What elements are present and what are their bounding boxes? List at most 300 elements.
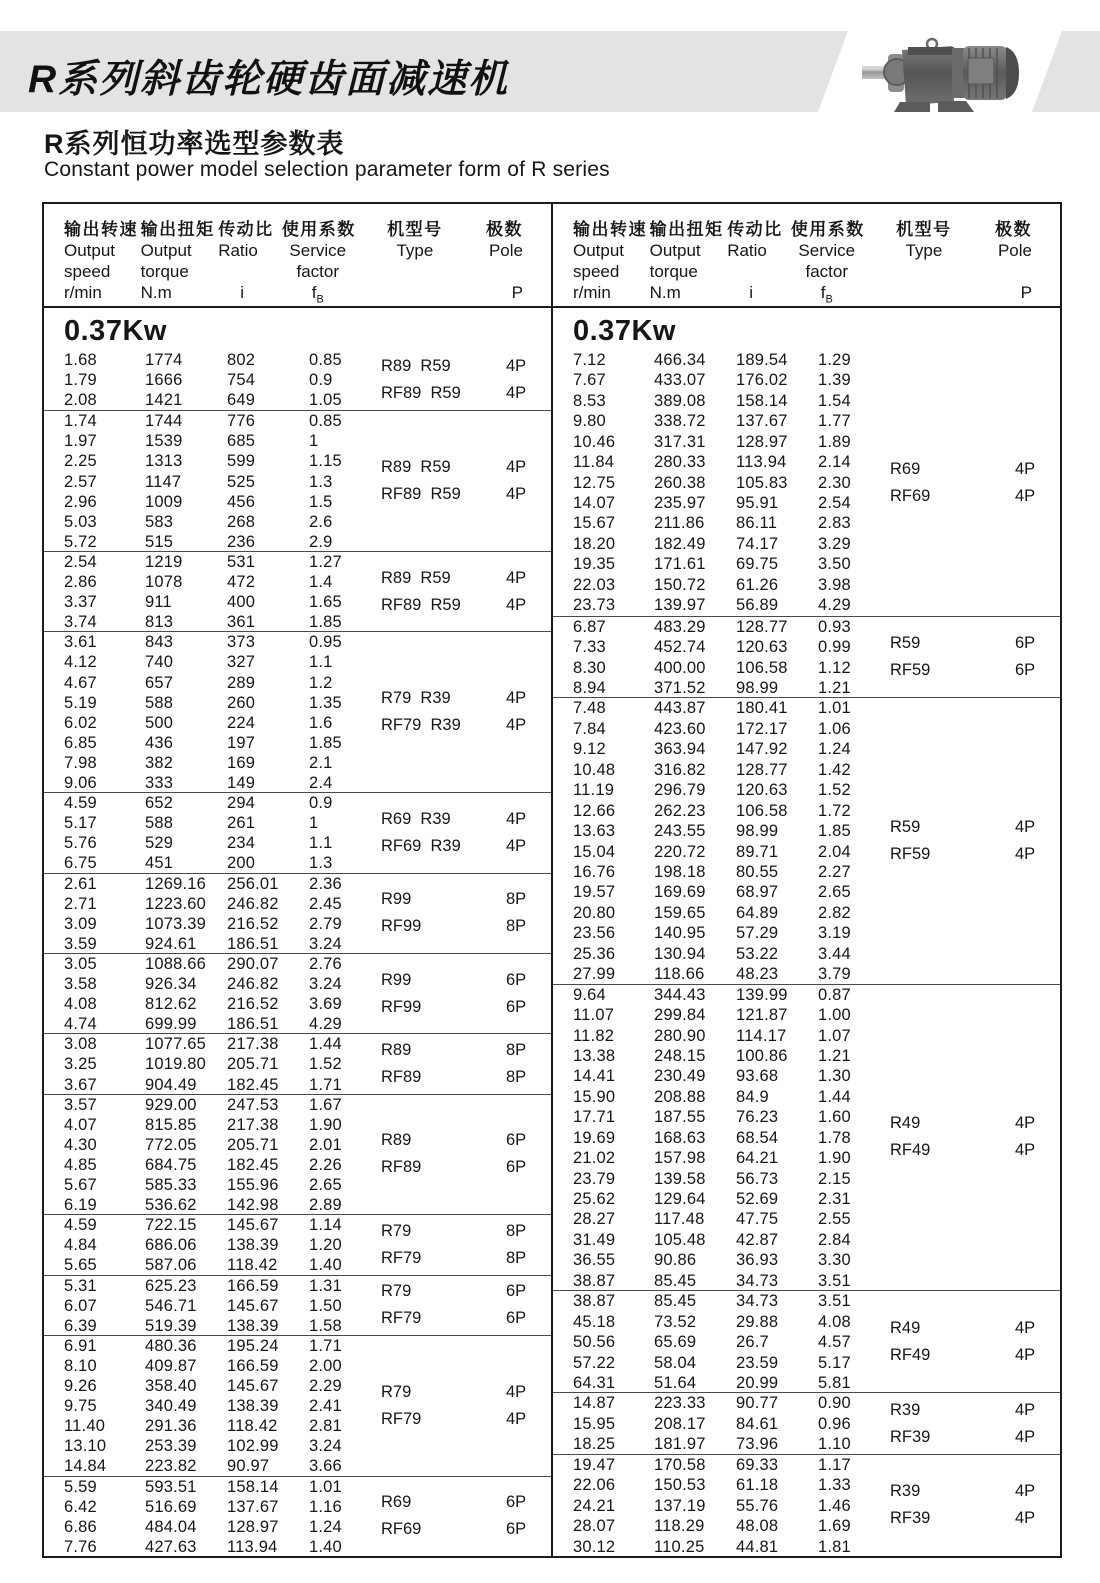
column-output-speed — [64, 1034, 145, 1093]
ratio-value: 525 — [227, 472, 256, 491]
service-factor-value: 2.55 — [818, 1210, 851, 1229]
output-speed-value: 23.79 — [573, 1169, 616, 1188]
service-factor-value: 1.3 — [309, 472, 333, 491]
column-output-torque — [145, 350, 227, 410]
column-type — [890, 698, 1015, 983]
header-line: 输出扭矩 — [649, 220, 724, 239]
column-service-factor — [818, 698, 890, 983]
header-line: Service — [289, 241, 347, 260]
output-torque-value: 684.75 — [145, 1155, 197, 1174]
output-speed-value: 2.25 — [64, 452, 97, 471]
ratio-value: 169 — [227, 753, 256, 772]
output-torque-value: 904.49 — [145, 1075, 197, 1094]
header-line: speed — [573, 262, 620, 281]
output-speed-value: 6.42 — [64, 1497, 97, 1516]
service-factor-value: 1.58 — [309, 1316, 342, 1335]
output-speed-value: 4.85 — [64, 1155, 97, 1174]
column-type — [381, 1095, 506, 1215]
output-torque-value: 110.25 — [654, 1537, 705, 1556]
output-speed-value: 7.84 — [573, 719, 606, 738]
output-torque-value: 1078 — [145, 573, 183, 592]
service-factor-value: 2.83 — [818, 514, 851, 533]
output-torque-value: 317.31 — [654, 432, 706, 451]
header-line: Pole — [488, 241, 523, 260]
service-factor-value: 1.85 — [309, 613, 342, 632]
service-factor-value: 1.17 — [818, 1455, 851, 1474]
output-torque-value: 500 — [145, 713, 174, 732]
column-type — [381, 793, 506, 872]
column-pole — [1015, 698, 1060, 983]
service-factor-value: 4.08 — [818, 1312, 851, 1331]
output-torque-value: 815.85 — [145, 1115, 197, 1134]
column-output-speed — [573, 617, 654, 698]
column-output-torque — [145, 874, 227, 953]
output-speed-value: 9.75 — [64, 1397, 97, 1416]
output-torque-value: 181.97 — [654, 1435, 706, 1454]
type-value: RF89 — [381, 1158, 422, 1177]
service-factor-value: 1.30 — [818, 1067, 851, 1086]
type-value: R89 — [381, 1040, 412, 1059]
output-torque-value: 583 — [145, 512, 174, 531]
output-speed-value: 5.17 — [64, 814, 97, 833]
ratio-value: 56.73 — [736, 1169, 779, 1188]
header-line: N.m — [140, 283, 172, 302]
output-speed-value: 3.59 — [64, 934, 97, 953]
header-line: Ratio — [218, 241, 258, 260]
service-factor-value: 1.07 — [818, 1026, 851, 1045]
header-col-output-torque — [650, 219, 728, 306]
header-line: 机型号 — [896, 220, 952, 239]
pole-value: 4P — [506, 458, 527, 477]
header-line — [356, 282, 474, 303]
ratio-value: 34.73 — [736, 1271, 779, 1290]
output-torque-value: 182.49 — [654, 534, 706, 553]
ratio-value: 95.91 — [736, 494, 779, 513]
ratio-value: 290.07 — [227, 954, 279, 973]
header-line: Pole — [997, 241, 1032, 260]
header-line — [995, 261, 1032, 282]
pole-value: 4P — [506, 384, 527, 403]
service-factor-value: 2.76 — [309, 954, 342, 973]
output-speed-value: 3.08 — [64, 1035, 97, 1054]
header-line: Output — [573, 241, 625, 260]
type-value: RF39 — [890, 1509, 931, 1528]
output-torque-value: 333 — [145, 774, 174, 793]
column-output-torque — [145, 411, 227, 551]
column-service-factor — [309, 1276, 381, 1335]
output-torque-value: 291.36 — [145, 1417, 197, 1436]
service-factor-value: 2.31 — [818, 1190, 851, 1209]
ratio-value: 120.63 — [736, 781, 788, 800]
service-factor-value: 1.44 — [818, 1087, 851, 1106]
service-factor-value: 5.17 — [818, 1353, 851, 1372]
header-line: 机型号 — [387, 220, 443, 239]
output-torque-value: 150.72 — [654, 575, 706, 594]
header-line: 使用系数 — [281, 220, 356, 239]
ratio-value: 754 — [227, 371, 256, 390]
service-factor-value: 1.40 — [309, 1537, 342, 1556]
output-speed-value: 13.38 — [573, 1046, 616, 1065]
pole-value: 8P — [506, 917, 527, 936]
service-factor-value: 3.29 — [818, 534, 851, 553]
ratio-value: 246.82 — [227, 894, 279, 913]
output-torque-value: 911 — [145, 593, 172, 612]
column-ratio — [736, 350, 818, 616]
output-speed-value: 24.21 — [573, 1496, 616, 1515]
column-ratio — [736, 1455, 818, 1556]
table-group — [44, 631, 551, 792]
output-torque-value: 73.52 — [654, 1312, 697, 1331]
page-title: R系列斜齿轮硬齿面减速机 — [28, 58, 510, 101]
header-line: Service — [798, 241, 856, 260]
output-torque-value: 137.19 — [654, 1496, 706, 1515]
type-value: RF79 — [381, 1409, 422, 1428]
pole-value: 6P — [506, 1493, 527, 1512]
column-pole — [506, 1276, 551, 1335]
ratio-value: 118.42 — [227, 1417, 278, 1436]
service-factor-value: 1.06 — [818, 719, 851, 738]
column-ratio — [736, 1291, 818, 1392]
output-speed-value: 3.74 — [64, 613, 97, 632]
ratio-value: 236 — [227, 532, 256, 551]
service-factor-value: 2.15 — [818, 1169, 851, 1188]
ratio-value: 138.39 — [227, 1316, 279, 1335]
output-speed-value: 7.67 — [573, 371, 606, 390]
table-group — [44, 1214, 551, 1274]
column-type — [381, 350, 506, 410]
output-torque-value: 150.53 — [654, 1476, 706, 1495]
service-factor-value: 2.26 — [309, 1155, 342, 1174]
output-speed-value: 6.85 — [64, 733, 97, 752]
table-group — [553, 350, 1060, 616]
output-speed-value: 57.22 — [573, 1353, 616, 1372]
column-output-speed — [64, 411, 145, 551]
column-ratio — [227, 874, 309, 953]
output-speed-value: 5.03 — [64, 512, 97, 531]
column-pole — [506, 793, 551, 872]
column-output-speed — [573, 698, 654, 983]
pole-value: 6P — [1015, 661, 1036, 680]
output-speed-value: 14.07 — [573, 494, 616, 513]
header-line: speed — [64, 262, 111, 281]
output-speed-value: 1.79 — [64, 371, 97, 390]
table-group — [44, 410, 551, 551]
column-type — [890, 350, 1015, 616]
output-speed-value: 38.87 — [573, 1292, 616, 1311]
output-torque-value: 1219 — [145, 552, 183, 571]
output-speed-value: 7.12 — [573, 350, 606, 369]
header-line — [356, 261, 474, 282]
ratio-value: 44.81 — [736, 1537, 779, 1556]
pole-value: 6P — [506, 1520, 527, 1539]
service-factor-value: 1.67 — [309, 1095, 342, 1114]
service-factor-value: 1.31 — [309, 1276, 342, 1295]
service-factor-value: 0.90 — [818, 1394, 851, 1413]
output-speed-value: 5.72 — [64, 532, 97, 551]
type-value: RF79 — [381, 1309, 422, 1328]
header-col-service-factor — [282, 219, 354, 306]
service-factor-value: 2.4 — [309, 774, 333, 793]
output-torque-value: 85.45 — [654, 1292, 697, 1311]
column-output-torque — [145, 954, 227, 1033]
header-line: Output — [64, 241, 116, 260]
service-factor-value: 3.19 — [818, 924, 851, 943]
ratio-value: 145.67 — [227, 1377, 279, 1396]
header-line: 输出转速 — [64, 220, 138, 239]
ratio-value: 599 — [227, 452, 256, 471]
service-factor-value: 1.2 — [309, 673, 333, 692]
column-output-speed — [64, 1215, 145, 1274]
output-torque-value: 1774 — [145, 351, 183, 369]
column-output-speed — [64, 954, 145, 1033]
output-torque-value: 529 — [145, 834, 174, 853]
service-factor-value: 3.24 — [309, 1437, 342, 1456]
type-value: R59 — [890, 634, 921, 653]
output-torque-value: 516.69 — [145, 1497, 197, 1516]
column-ratio — [227, 954, 309, 1033]
output-torque-value: 929.00 — [145, 1095, 197, 1114]
output-torque-value: 168.63 — [654, 1128, 706, 1147]
column-output-speed — [573, 1455, 654, 1556]
output-torque-value: 436 — [145, 733, 174, 752]
header-line: i — [240, 283, 244, 302]
output-speed-value: 4.84 — [64, 1236, 97, 1255]
output-torque-value: 223.33 — [654, 1394, 706, 1413]
column-service-factor — [309, 954, 381, 1033]
ratio-value: 128.77 — [736, 760, 788, 779]
service-factor-value: 1.29 — [818, 350, 851, 369]
service-factor-value: 2.45 — [309, 894, 342, 913]
output-speed-value: 10.46 — [573, 432, 616, 451]
ratio-value: 400 — [227, 593, 256, 612]
output-torque-value: 1223.60 — [145, 894, 207, 913]
column-ratio — [227, 1477, 309, 1556]
ratio-value: 776 — [227, 412, 256, 431]
column-service-factor — [818, 985, 890, 1291]
column-ratio — [227, 350, 309, 410]
ratio-value: 53.22 — [736, 944, 779, 963]
column-output-torque — [654, 617, 736, 698]
ratio-value: 149 — [227, 774, 256, 793]
output-torque-value: 159.65 — [654, 903, 706, 922]
ratio-value: 106.58 — [736, 658, 788, 677]
column-ratio — [227, 632, 309, 792]
output-speed-value: 6.87 — [573, 617, 606, 636]
column-ratio — [227, 552, 309, 631]
ratio-value: 48.23 — [736, 965, 779, 984]
ratio-value: 69.33 — [736, 1455, 779, 1474]
ratio-value: 93.68 — [736, 1067, 779, 1086]
ratio-value: 216.52 — [227, 995, 279, 1014]
pole-value: 6P — [506, 1282, 527, 1301]
type-value: R69 — [381, 1493, 412, 1512]
column-output-torque — [145, 1034, 227, 1093]
ratio-value: 186.51 — [227, 934, 279, 953]
ratio-value: 268 — [227, 512, 256, 531]
ratio-value: 155.96 — [227, 1176, 279, 1195]
service-factor-value: 1.21 — [818, 679, 851, 698]
output-speed-value: 1.74 — [64, 412, 97, 431]
ratio-value: 118.42 — [227, 1256, 278, 1275]
ratio-value: 34.73 — [736, 1292, 779, 1311]
service-factor-value: 2.04 — [818, 842, 851, 861]
column-ratio — [227, 1336, 309, 1476]
output-torque-value: 65.69 — [654, 1333, 697, 1352]
column-ratio — [227, 1095, 309, 1215]
column-pole — [506, 1034, 551, 1093]
pole-value: 4P — [1015, 1318, 1036, 1337]
type-value: RF89 R59 — [381, 595, 461, 614]
output-speed-value: 5.76 — [64, 834, 97, 853]
ratio-value: 289 — [227, 673, 256, 692]
output-torque-value: 926.34 — [145, 975, 197, 994]
output-torque-value: 280.33 — [654, 453, 706, 472]
ratio-value: 89.71 — [736, 842, 779, 861]
pole-value: 4P — [506, 595, 527, 614]
output-torque-value: 382 — [145, 753, 174, 772]
ratio-value: 73.96 — [736, 1435, 779, 1454]
ratio-value: 137.67 — [736, 412, 788, 431]
column-type — [890, 617, 1015, 698]
header-line: 输出扭矩 — [140, 220, 215, 239]
column-output-torque — [145, 1215, 227, 1274]
ratio-value: 76.23 — [736, 1108, 779, 1127]
header-line: Type — [905, 241, 943, 260]
output-speed-value: 27.99 — [573, 965, 616, 984]
output-torque-value: 423.60 — [654, 719, 706, 738]
header-line: Output — [140, 241, 192, 260]
column-output-torque — [145, 1276, 227, 1335]
header-col-type — [356, 219, 474, 306]
service-factor-value: 1.10 — [818, 1435, 851, 1454]
service-factor-value: 1.52 — [309, 1055, 342, 1074]
ratio-value: 52.69 — [736, 1190, 779, 1209]
ratio-value: 147.92 — [736, 740, 788, 759]
header-line: 使用系数 — [790, 220, 865, 239]
ratio-value: 47.75 — [736, 1210, 779, 1229]
column-service-factor — [309, 1215, 381, 1274]
output-speed-value: 19.57 — [573, 883, 616, 902]
service-factor-value: 2.00 — [309, 1356, 342, 1375]
header-line: 极数 — [486, 220, 523, 239]
column-type — [381, 954, 506, 1033]
output-torque-value: 129.64 — [654, 1190, 706, 1209]
column-type — [381, 1336, 506, 1476]
output-speed-value: 4.12 — [64, 653, 97, 672]
service-factor-value: 1.6 — [309, 713, 333, 732]
output-speed-value: 23.73 — [573, 596, 616, 615]
output-speed-value: 14.41 — [573, 1067, 616, 1086]
ratio-value: 102.99 — [227, 1437, 279, 1456]
column-service-factor — [818, 1291, 890, 1392]
header-col-service-factor — [791, 219, 863, 306]
service-factor-value: 2.36 — [309, 874, 342, 893]
pole-value: 6P — [506, 1131, 527, 1150]
service-factor-value: 2.89 — [309, 1196, 342, 1215]
table-header-right — [553, 204, 1060, 308]
output-speed-value: 11.07 — [573, 1006, 615, 1025]
ratio-value: 247.53 — [227, 1095, 279, 1114]
type-value: R49 — [890, 1114, 921, 1133]
ratio-value: 74.17 — [736, 534, 779, 553]
ratio-value: 186.51 — [227, 1015, 279, 1034]
column-service-factor — [309, 1034, 381, 1093]
service-factor-value: 1.90 — [818, 1149, 851, 1168]
service-factor-value: 1.39 — [818, 371, 851, 390]
output-torque-value: 1073.39 — [145, 914, 207, 933]
header-line: N.m — [649, 283, 681, 302]
column-ratio — [736, 698, 818, 983]
service-factor-value: 1.15 — [309, 452, 342, 471]
column-pole — [506, 954, 551, 1033]
output-speed-value: 6.19 — [64, 1196, 97, 1215]
output-speed-value: 12.66 — [573, 801, 616, 820]
output-speed-value: 15.04 — [573, 842, 616, 861]
ratio-value: 20.99 — [736, 1374, 779, 1393]
ratio-value: 84.9 — [736, 1087, 769, 1106]
column-output-torque — [654, 1291, 736, 1392]
service-factor-value: 1.1 — [309, 653, 333, 672]
column-type — [890, 1455, 1015, 1556]
output-speed-value: 5.19 — [64, 693, 97, 712]
type-value: RF49 — [890, 1141, 931, 1160]
type-value: RF89 R59 — [381, 485, 461, 504]
ratio-value: 29.88 — [736, 1312, 779, 1331]
table-group — [553, 616, 1060, 698]
ratio-value: 142.98 — [227, 1196, 279, 1215]
service-factor-value: 0.85 — [309, 412, 342, 431]
output-speed-value: 17.71 — [573, 1108, 616, 1127]
service-factor-value: 0.99 — [818, 638, 851, 657]
service-factor-value: 1 — [309, 432, 319, 451]
output-torque-value: 433.07 — [654, 371, 706, 390]
output-torque-value: 1009 — [145, 492, 183, 511]
ratio-value: 217.38 — [227, 1035, 279, 1054]
service-factor-value: 3.51 — [818, 1292, 851, 1311]
column-service-factor — [818, 617, 890, 698]
column-service-factor — [818, 350, 890, 616]
column-ratio — [227, 1215, 309, 1274]
ratio-value: 128.97 — [736, 432, 788, 451]
output-torque-value: 1147 — [145, 472, 182, 491]
service-factor-value: 3.24 — [309, 975, 342, 994]
column-output-speed — [64, 793, 145, 872]
header-col-output-speed — [573, 219, 650, 306]
output-torque-value: 316.82 — [654, 760, 706, 779]
header-line: torque — [140, 262, 189, 281]
service-factor-value: 3.50 — [818, 555, 851, 574]
service-factor-value: 1.24 — [818, 740, 851, 759]
output-torque-value: 371.52 — [654, 679, 706, 698]
service-factor-value: 3.30 — [818, 1251, 851, 1270]
ratio-value: 205.71 — [227, 1135, 279, 1154]
service-factor-value: 1.05 — [309, 391, 342, 410]
column-ratio — [227, 1034, 309, 1093]
ratio-value: 138.39 — [227, 1397, 279, 1416]
header-line — [486, 261, 523, 282]
column-pole — [506, 411, 551, 551]
ratio-value: 197 — [227, 733, 256, 752]
service-factor-value: 1.35 — [309, 693, 342, 712]
column-output-speed — [64, 1336, 145, 1476]
column-output-torque — [145, 552, 227, 631]
column-type — [381, 632, 506, 792]
ratio-value: 90.97 — [227, 1457, 270, 1476]
output-torque-value: 260.38 — [654, 473, 706, 492]
output-speed-value: 7.76 — [64, 1537, 97, 1556]
column-ratio — [227, 793, 309, 872]
output-torque-value: 338.72 — [654, 412, 706, 431]
